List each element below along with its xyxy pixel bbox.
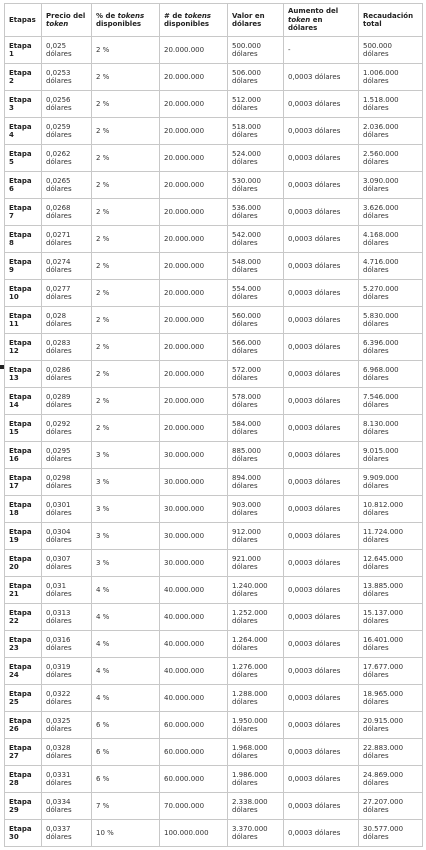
percent-cell: 2 % xyxy=(92,334,160,361)
stage-cell: Etapa 19 xyxy=(5,523,42,550)
value-cell: 524.000 dólares xyxy=(228,145,284,172)
token-count-cell: 20.000.000 xyxy=(160,91,228,118)
total-raised-cell: 30.577.000 dólares xyxy=(359,820,423,847)
stage-cell: Etapa 22 xyxy=(5,604,42,631)
header-recaudacion: Recaudación total xyxy=(359,4,423,37)
value-cell: 903.000 dólares xyxy=(228,496,284,523)
total-raised-cell: 2.560.000 dólares xyxy=(359,145,423,172)
token-count-cell: 30.000.000 xyxy=(160,442,228,469)
value-cell: 512.000 dólares xyxy=(228,91,284,118)
value-cell: 554.000 dólares xyxy=(228,280,284,307)
percent-cell: 6 % xyxy=(92,766,160,793)
percent-cell: 2 % xyxy=(92,415,160,442)
percent-cell: 2 % xyxy=(92,37,160,64)
stage-cell: Etapa 1 xyxy=(5,37,42,64)
token-count-cell: 60.000.000 xyxy=(160,766,228,793)
margin-marker xyxy=(0,365,4,369)
stage-cell: Etapa 11 xyxy=(5,307,42,334)
percent-cell: 2 % xyxy=(92,226,160,253)
total-raised-cell: 8.130.000 dólares xyxy=(359,415,423,442)
increase-cell: 0,0003 dólares xyxy=(284,820,359,847)
total-raised-cell: 16.401.000 dólares xyxy=(359,631,423,658)
token-stages-table-container xyxy=(4,3,423,847)
percent-cell: 4 % xyxy=(92,604,160,631)
percent-cell: 2 % xyxy=(92,145,160,172)
token-count-cell: 60.000.000 xyxy=(160,739,228,766)
price-cell: 0,0262 dólares xyxy=(42,145,92,172)
percent-cell: 3 % xyxy=(92,442,160,469)
stage-cell: Etapa 18 xyxy=(5,496,42,523)
stage-cell: Etapa 17 xyxy=(5,469,42,496)
stage-cell: Etapa 24 xyxy=(5,658,42,685)
price-cell: 0,0256 dólares xyxy=(42,91,92,118)
table-row xyxy=(5,37,423,64)
token-count-cell: 20.000.000 xyxy=(160,64,228,91)
increase-cell: 0,0003 dólares xyxy=(284,766,359,793)
stage-cell: Etapa 20 xyxy=(5,550,42,577)
table-header-row xyxy=(5,4,423,37)
table-row xyxy=(5,145,423,172)
table-row xyxy=(5,199,423,226)
increase-cell: 0,0003 dólares xyxy=(284,280,359,307)
percent-cell: 2 % xyxy=(92,64,160,91)
increase-cell: 0,0003 dólares xyxy=(284,631,359,658)
token-count-cell: 30.000.000 xyxy=(160,469,228,496)
percent-cell: 2 % xyxy=(92,388,160,415)
token-count-cell: 20.000.000 xyxy=(160,118,228,145)
table-row xyxy=(5,685,423,712)
token-count-cell: 40.000.000 xyxy=(160,685,228,712)
percent-cell: 2 % xyxy=(92,118,160,145)
percent-cell: 2 % xyxy=(92,172,160,199)
increase-cell: 0,0003 dólares xyxy=(284,523,359,550)
token-count-cell: 20.000.000 xyxy=(160,307,228,334)
price-cell: 0,0319 dólares xyxy=(42,658,92,685)
token-count-cell: 40.000.000 xyxy=(160,577,228,604)
stage-cell: Etapa 14 xyxy=(5,388,42,415)
increase-cell: 0,0003 dólares xyxy=(284,550,359,577)
header-porcentaje: % de tokens disponibles xyxy=(92,4,160,37)
total-raised-cell: 7.546.000 dólares xyxy=(359,388,423,415)
value-cell: 912.000 dólares xyxy=(228,523,284,550)
value-cell: 518.000 dólares xyxy=(228,118,284,145)
percent-cell: 2 % xyxy=(92,253,160,280)
price-cell: 0,025 dólares xyxy=(42,37,92,64)
value-cell: 560.000 dólares xyxy=(228,307,284,334)
value-cell: 1.950.000 dólares xyxy=(228,712,284,739)
stage-cell: Etapa 27 xyxy=(5,739,42,766)
value-cell: 584.000 dólares xyxy=(228,415,284,442)
percent-cell: 2 % xyxy=(92,280,160,307)
table-row xyxy=(5,739,423,766)
total-raised-cell: 4.168.000 dólares xyxy=(359,226,423,253)
increase-cell: 0,0003 dólares xyxy=(284,91,359,118)
total-raised-cell: 6.968.000 dólares xyxy=(359,361,423,388)
price-cell: 0,0334 dólares xyxy=(42,793,92,820)
token-count-cell: 20.000.000 xyxy=(160,253,228,280)
stage-cell: Etapa 21 xyxy=(5,577,42,604)
token-count-cell: 40.000.000 xyxy=(160,631,228,658)
total-raised-cell: 1.006.000 dólares xyxy=(359,64,423,91)
stage-cell: Etapa 13 xyxy=(5,361,42,388)
token-count-cell: 20.000.000 xyxy=(160,199,228,226)
stage-cell: Etapa 8 xyxy=(5,226,42,253)
token-count-cell: 20.000.000 xyxy=(160,361,228,388)
total-raised-cell: 13.885.000 dólares xyxy=(359,577,423,604)
total-raised-cell: 5.270.000 dólares xyxy=(359,280,423,307)
token-stages-table xyxy=(4,3,423,847)
stage-cell: Etapa 30 xyxy=(5,820,42,847)
total-raised-cell: 10.812.000 dólares xyxy=(359,496,423,523)
token-count-cell: 20.000.000 xyxy=(160,388,228,415)
table-row xyxy=(5,442,423,469)
price-cell: 0,0328 dólares xyxy=(42,739,92,766)
stage-cell: Etapa 4 xyxy=(5,118,42,145)
percent-cell: 2 % xyxy=(92,199,160,226)
table-row xyxy=(5,496,423,523)
table-row xyxy=(5,604,423,631)
stage-cell: Etapa 23 xyxy=(5,631,42,658)
value-cell: 578.000 dólares xyxy=(228,388,284,415)
table-row xyxy=(5,658,423,685)
total-raised-cell: 9.015.000 dólares xyxy=(359,442,423,469)
stage-cell: Etapa 5 xyxy=(5,145,42,172)
price-cell: 0,0325 dólares xyxy=(42,712,92,739)
percent-cell: 7 % xyxy=(92,793,160,820)
stage-cell: Etapa 6 xyxy=(5,172,42,199)
total-raised-cell: 9.909.000 dólares xyxy=(359,469,423,496)
value-cell: 548.000 dólares xyxy=(228,253,284,280)
stage-cell: Etapa 25 xyxy=(5,685,42,712)
stage-cell: Etapa 3 xyxy=(5,91,42,118)
header-etapas: Etapas xyxy=(5,4,42,37)
price-cell: 0,0331 dólares xyxy=(42,766,92,793)
percent-cell: 6 % xyxy=(92,739,160,766)
table-row xyxy=(5,793,423,820)
token-count-cell: 20.000.000 xyxy=(160,172,228,199)
token-count-cell: 100.000.000 xyxy=(160,820,228,847)
table-row xyxy=(5,469,423,496)
stage-cell: Etapa 10 xyxy=(5,280,42,307)
token-count-cell: 20.000.000 xyxy=(160,226,228,253)
total-raised-cell: 24.869.000 dólares xyxy=(359,766,423,793)
price-cell: 0,0304 dólares xyxy=(42,523,92,550)
price-cell: 0,031 dólares xyxy=(42,577,92,604)
price-cell: 0,0286 dólares xyxy=(42,361,92,388)
value-cell: 566.000 dólares xyxy=(228,334,284,361)
table-row xyxy=(5,712,423,739)
header-num-tokens: # de tokens disponibles xyxy=(160,4,228,37)
table-body xyxy=(5,37,423,847)
value-cell: 500.000 dólares xyxy=(228,37,284,64)
increase-cell: 0,0003 dólares xyxy=(284,64,359,91)
value-cell: 2.338.000 dólares xyxy=(228,793,284,820)
increase-cell: 0,0003 dólares xyxy=(284,199,359,226)
percent-cell: 2 % xyxy=(92,307,160,334)
stage-cell: Etapa 2 xyxy=(5,64,42,91)
price-cell: 0,0274 dólares xyxy=(42,253,92,280)
stage-cell: Etapa 29 xyxy=(5,793,42,820)
value-cell: 1.276.000 dólares xyxy=(228,658,284,685)
total-raised-cell: 18.965.000 dólares xyxy=(359,685,423,712)
header-aumento: Aumento del token en dólares xyxy=(284,4,359,37)
stage-cell: Etapa 26 xyxy=(5,712,42,739)
total-raised-cell: 500.000 dólares xyxy=(359,37,423,64)
value-cell: 572.000 dólares xyxy=(228,361,284,388)
value-cell: 536.000 dólares xyxy=(228,199,284,226)
token-count-cell: 40.000.000 xyxy=(160,604,228,631)
price-cell: 0,0283 dólares xyxy=(42,334,92,361)
stage-cell: Etapa 15 xyxy=(5,415,42,442)
price-cell: 0,0301 dólares xyxy=(42,496,92,523)
price-cell: 0,0292 dólares xyxy=(42,415,92,442)
total-raised-cell: 3.626.000 dólares xyxy=(359,199,423,226)
header-valor: Valor en dólares xyxy=(228,4,284,37)
token-count-cell: 30.000.000 xyxy=(160,523,228,550)
value-cell: 530.000 dólares xyxy=(228,172,284,199)
percent-cell: 10 % xyxy=(92,820,160,847)
price-cell: 0,0337 dólares xyxy=(42,820,92,847)
price-cell: 0,0259 dólares xyxy=(42,118,92,145)
percent-cell: 6 % xyxy=(92,712,160,739)
token-count-cell: 20.000.000 xyxy=(160,37,228,64)
total-raised-cell: 1.518.000 dólares xyxy=(359,91,423,118)
increase-cell: 0,0003 dólares xyxy=(284,469,359,496)
increase-cell: 0,0003 dólares xyxy=(284,685,359,712)
table-row xyxy=(5,91,423,118)
increase-cell: 0,0003 dólares xyxy=(284,307,359,334)
value-cell: 3.370.000 dólares xyxy=(228,820,284,847)
percent-cell: 4 % xyxy=(92,631,160,658)
token-count-cell: 30.000.000 xyxy=(160,550,228,577)
value-cell: 1.240.000 dólares xyxy=(228,577,284,604)
price-cell: 0,0289 dólares xyxy=(42,388,92,415)
price-cell: 0,0322 dólares xyxy=(42,685,92,712)
total-raised-cell: 4.716.000 dólares xyxy=(359,253,423,280)
total-raised-cell: 17.677.000 dólares xyxy=(359,658,423,685)
price-cell: 0,0313 dólares xyxy=(42,604,92,631)
value-cell: 1.986.000 dólares xyxy=(228,766,284,793)
percent-cell: 4 % xyxy=(92,658,160,685)
stage-cell: Etapa 7 xyxy=(5,199,42,226)
total-raised-cell: 22.883.000 dólares xyxy=(359,739,423,766)
value-cell: 1.252.000 dólares xyxy=(228,604,284,631)
percent-cell: 3 % xyxy=(92,550,160,577)
total-raised-cell: 20.915.000 dólares xyxy=(359,712,423,739)
total-raised-cell: 5.830.000 dólares xyxy=(359,307,423,334)
price-cell: 0,0271 dólares xyxy=(42,226,92,253)
price-cell: 0,0295 dólares xyxy=(42,442,92,469)
table-row xyxy=(5,388,423,415)
token-count-cell: 20.000.000 xyxy=(160,280,228,307)
percent-cell: 4 % xyxy=(92,685,160,712)
increase-cell: 0,0003 dólares xyxy=(284,334,359,361)
increase-cell: - xyxy=(284,37,359,64)
increase-cell: 0,0003 dólares xyxy=(284,172,359,199)
increase-cell: 0,0003 dólares xyxy=(284,793,359,820)
token-count-cell: 20.000.000 xyxy=(160,334,228,361)
increase-cell: 0,0003 dólares xyxy=(284,442,359,469)
increase-cell: 0,0003 dólares xyxy=(284,712,359,739)
total-raised-cell: 3.090.000 dólares xyxy=(359,172,423,199)
stage-cell: Etapa 9 xyxy=(5,253,42,280)
percent-cell: 3 % xyxy=(92,496,160,523)
table-row xyxy=(5,766,423,793)
table-row xyxy=(5,280,423,307)
table-row xyxy=(5,226,423,253)
price-cell: 0,0277 dólares xyxy=(42,280,92,307)
value-cell: 885.000 dólares xyxy=(228,442,284,469)
increase-cell: 0,0003 dólares xyxy=(284,388,359,415)
total-raised-cell: 2.036.000 dólares xyxy=(359,118,423,145)
percent-cell: 3 % xyxy=(92,469,160,496)
table-row xyxy=(5,631,423,658)
percent-cell: 3 % xyxy=(92,523,160,550)
percent-cell: 2 % xyxy=(92,361,160,388)
table-row xyxy=(5,64,423,91)
stage-cell: Etapa 16 xyxy=(5,442,42,469)
token-count-cell: 60.000.000 xyxy=(160,712,228,739)
increase-cell: 0,0003 dólares xyxy=(284,496,359,523)
price-cell: 0,0298 dólares xyxy=(42,469,92,496)
stage-cell: Etapa 28 xyxy=(5,766,42,793)
percent-cell: 4 % xyxy=(92,577,160,604)
total-raised-cell: 11.724.000 dólares xyxy=(359,523,423,550)
value-cell: 921.000 dólares xyxy=(228,550,284,577)
table-row xyxy=(5,523,423,550)
increase-cell: 0,0003 dólares xyxy=(284,145,359,172)
token-count-cell: 70.000.000 xyxy=(160,793,228,820)
increase-cell: 0,0003 dólares xyxy=(284,604,359,631)
price-cell: 0,0316 dólares xyxy=(42,631,92,658)
increase-cell: 0,0003 dólares xyxy=(284,361,359,388)
increase-cell: 0,0003 dólares xyxy=(284,253,359,280)
price-cell: 0,0307 dólares xyxy=(42,550,92,577)
stage-cell: Etapa 12 xyxy=(5,334,42,361)
total-raised-cell: 15.137.000 dólares xyxy=(359,604,423,631)
value-cell: 1.264.000 dólares xyxy=(228,631,284,658)
value-cell: 506.000 dólares xyxy=(228,64,284,91)
table-row xyxy=(5,550,423,577)
table-row xyxy=(5,253,423,280)
token-count-cell: 40.000.000 xyxy=(160,658,228,685)
price-cell: 0,0268 dólares xyxy=(42,199,92,226)
increase-cell: 0,0003 dólares xyxy=(284,577,359,604)
table-row xyxy=(5,361,423,388)
value-cell: 1.288.000 dólares xyxy=(228,685,284,712)
table-row xyxy=(5,172,423,199)
increase-cell: 0,0003 dólares xyxy=(284,118,359,145)
table-row xyxy=(5,334,423,361)
increase-cell: 0,0003 dólares xyxy=(284,658,359,685)
table-row xyxy=(5,118,423,145)
table-row xyxy=(5,307,423,334)
table-row xyxy=(5,820,423,847)
increase-cell: 0,0003 dólares xyxy=(284,739,359,766)
token-count-cell: 20.000.000 xyxy=(160,145,228,172)
price-cell: 0,0265 dólares xyxy=(42,172,92,199)
price-cell: 0,0253 dólares xyxy=(42,64,92,91)
price-cell: 0,028 dólares xyxy=(42,307,92,334)
increase-cell: 0,0003 dólares xyxy=(284,415,359,442)
header-precio: Precio del token xyxy=(42,4,92,37)
total-raised-cell: 12.645.000 dólares xyxy=(359,550,423,577)
increase-cell: 0,0003 dólares xyxy=(284,226,359,253)
total-raised-cell: 27.207.000 dólares xyxy=(359,793,423,820)
value-cell: 1.968.000 dólares xyxy=(228,739,284,766)
table-row xyxy=(5,415,423,442)
total-raised-cell: 6.396.000 dólares xyxy=(359,334,423,361)
table-row xyxy=(5,577,423,604)
value-cell: 542.000 dólares xyxy=(228,226,284,253)
token-count-cell: 30.000.000 xyxy=(160,496,228,523)
value-cell: 894.000 dólares xyxy=(228,469,284,496)
percent-cell: 2 % xyxy=(92,91,160,118)
token-count-cell: 20.000.000 xyxy=(160,415,228,442)
